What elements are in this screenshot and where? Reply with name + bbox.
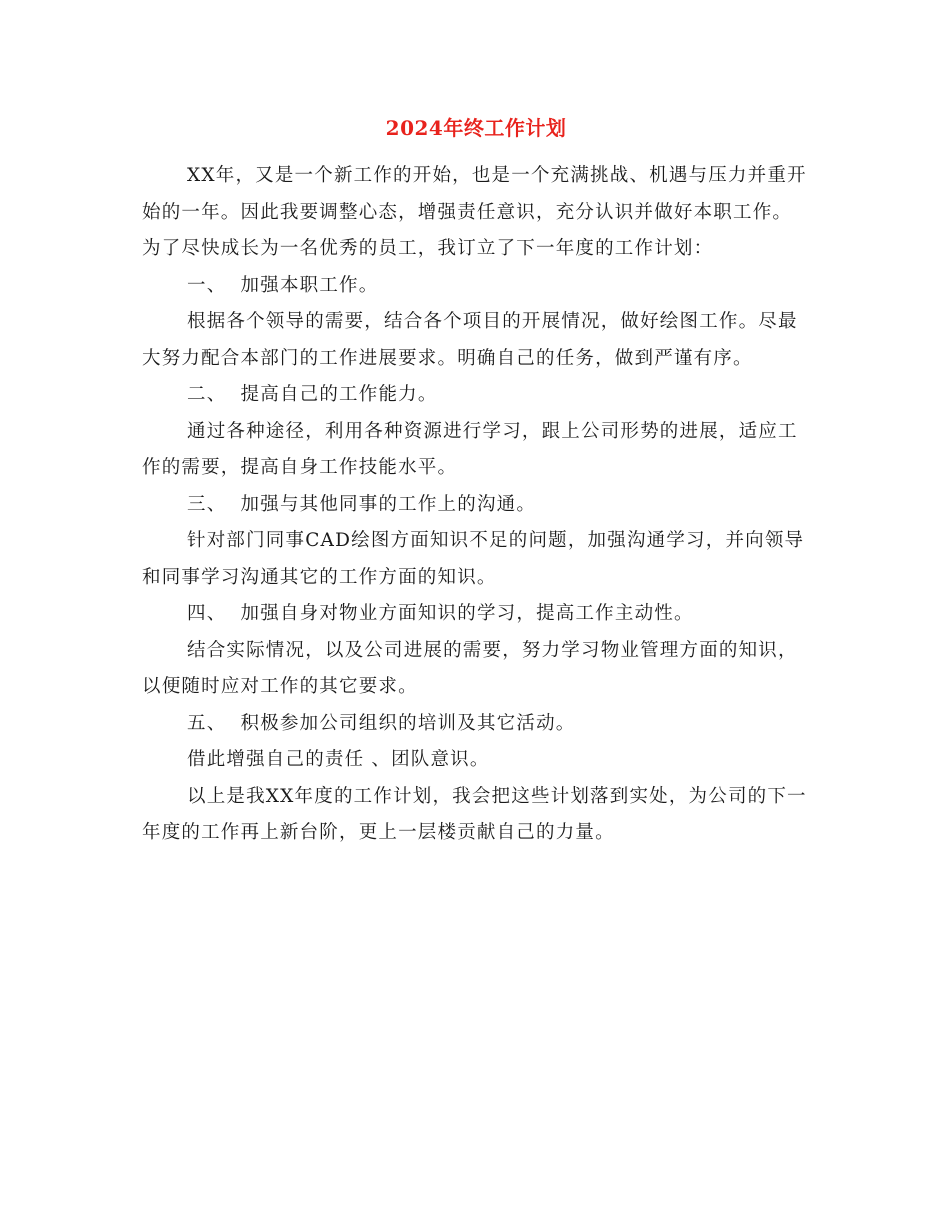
section-heading-1: 一、 加强本职工作。 xyxy=(187,274,379,296)
intro-paragraph: XX年，又是一个新工作的开始，也是一个充满挑战、机遇与压力并重开始的一年。因此我要调整心态，增强责任意识，充分认识并做好本职工作。为了尽快成长为一名优秀的员工，我订立了下一年度的工作计划： xyxy=(142,165,807,259)
section-heading-3: 三、 加强与其他同事的工作上的沟通。 xyxy=(187,493,537,515)
section-body-4: 结合实际情况，以及公司进展的需要，努力学习物业管理方面的知识，以便随时应对工作的其它要求。 xyxy=(142,639,798,697)
section-body-2: 通过各种途径，利用各种资源进行学习，跟上公司形势的进展，适应工作的需要，提高自身工作技能水平。 xyxy=(142,420,798,478)
section-heading-5: 五、 积极参加公司组织的培训及其它活动。 xyxy=(187,712,576,734)
section-body-1: 根据各个领导的需要，结合各个项目的开展情况，做好绘图工作。尽最大努力配合本部门的工作进展要求。明确自己的任务，做到严谨有序。 xyxy=(142,311,798,369)
section-body-3: 针对部门同事CAD绘图方面知识不足的问题，加强沟通学习，并向领导和同事学习沟通其它的工作方面的知识。 xyxy=(142,530,805,588)
document-title: 2024年终工作计划 xyxy=(385,116,567,140)
section-heading-4: 四、 加强自身对物业方面知识的学习，提高工作主动性。 xyxy=(187,603,694,624)
closing-paragraph: 以上是我XX年度的工作计划，我会把这些计划落到实处，为公司的下一年度的工作再上新台阶，更上一层楼贡献自己的力量。 xyxy=(142,785,807,843)
section-body-5: 借此增强自己的责任 、团队意识。 xyxy=(187,749,490,770)
document-body xyxy=(142,158,810,852)
section-heading-2: 二、 提高自己的工作能力。 xyxy=(187,384,438,405)
